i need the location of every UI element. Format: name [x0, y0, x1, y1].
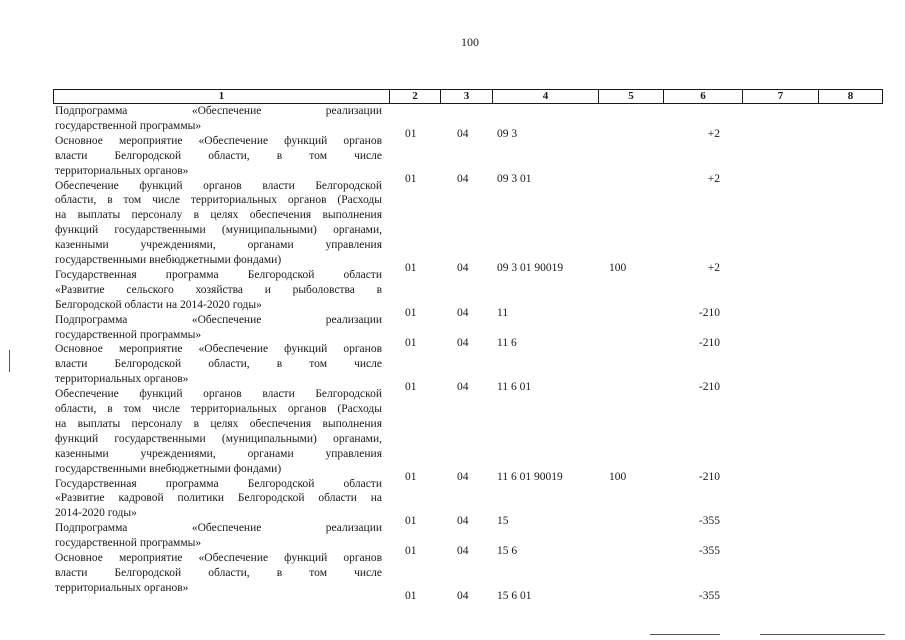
- cell-c4: 15 6: [497, 545, 518, 558]
- table-header: [53, 89, 883, 104]
- cell-c6: -355: [698, 589, 720, 602]
- header-col-7: 7: [743, 90, 819, 103]
- row-description: [55, 134, 382, 179]
- cell-c3: 04: [457, 127, 469, 140]
- cell-c3: 04: [457, 515, 469, 528]
- header-col-8: 8: [847, 90, 854, 102]
- row-description: [55, 179, 382, 268]
- cell-c4: 11 6 01 90019: [497, 470, 563, 483]
- cell-c2: 01: [405, 589, 417, 602]
- cell-c3: 04: [457, 336, 469, 349]
- header-col-6: 6: [664, 90, 743, 103]
- cell-c6: +2: [707, 127, 720, 140]
- description-line: функций государственными (муниципальными) органами,: [55, 432, 382, 445]
- cell-c3: 04: [457, 172, 469, 185]
- row-description: [55, 104, 382, 134]
- cell-c4: 09 3: [497, 127, 518, 140]
- row-description: [55, 477, 382, 522]
- cell-c2: 01: [405, 470, 417, 483]
- row-description: [55, 387, 382, 476]
- description-line: на выплаты персоналу в целях обеспечения выполнения: [55, 209, 382, 222]
- cell-c4: 11 6 01: [497, 381, 532, 394]
- row-description: [55, 521, 382, 551]
- header-col-4: 4: [493, 90, 599, 103]
- header-col-2: 2: [390, 90, 441, 103]
- cell-c3: 04: [457, 381, 469, 394]
- description-line: Подпрограмма «Обеспечение реализации: [55, 522, 382, 535]
- cell-c3: 04: [457, 545, 469, 558]
- header-col-3: 3: [441, 90, 493, 103]
- cell-c2: 01: [405, 336, 417, 349]
- description-line: Обеспечение функций органов власти Белгородской: [55, 388, 382, 401]
- cell-c4: 15 6 01: [497, 589, 532, 602]
- cell-c2: 01: [405, 127, 417, 140]
- scan-artifact: [9, 350, 10, 372]
- description-line: Государственная программа Белгородской области: [55, 477, 382, 490]
- description-line: Основное мероприятие «Обеспечение функций органов: [55, 343, 382, 356]
- cell-c6: -355: [698, 545, 720, 558]
- cell-c4: 09 3 01: [497, 172, 532, 185]
- row-description: [55, 313, 382, 343]
- cell-c4: 09 3 01 90019: [497, 262, 564, 274]
- description-line: казенными учреждениями, органами управления: [55, 447, 382, 460]
- description-line: территориальных органов»: [55, 373, 189, 386]
- description-line: территориальных органов»: [55, 581, 189, 594]
- cell-c2: 01: [405, 381, 417, 394]
- cell-c6: +2: [707, 172, 720, 185]
- description-line: казенными учреждениями, органами управления: [55, 239, 382, 252]
- cell-c4: 15: [497, 515, 509, 528]
- scan-artifact: [650, 634, 720, 635]
- description-line: государственной программы»: [55, 328, 202, 341]
- description-line: Белгородской области на 2014-2020 годы»: [55, 298, 262, 311]
- description-line: государственными внебюджетными фондами): [55, 462, 282, 475]
- cell-c2: 01: [405, 262, 417, 274]
- cell-c3: 04: [457, 470, 469, 483]
- description-line: области, в том числе территориальных органов (Расходы: [55, 194, 382, 207]
- description-line: «Развитие кадровой политики Белгородской области на: [55, 492, 382, 505]
- description-line: Основное мероприятие «Обеспечение функций органов: [55, 134, 382, 147]
- cell-c2: 01: [405, 172, 417, 185]
- description-line: Подпрограмма «Обеспечение реализации: [55, 105, 382, 117]
- description-line: Государственная программа Белгородской области: [55, 268, 382, 281]
- description-line: власти Белгородской области, в том числе: [55, 149, 382, 162]
- header-col-5: 5: [599, 90, 664, 103]
- description-line: Подпрограмма «Обеспечение реализации: [55, 313, 382, 326]
- cell-c6: -210: [698, 306, 720, 319]
- description-line: власти Белгородской области, в том числе: [55, 358, 382, 371]
- page-number: 100: [461, 35, 479, 49]
- cell-c3: 04: [457, 262, 469, 274]
- cell-c3: 04: [457, 306, 469, 319]
- description-line: области, в том числе территориальных органов (Расходы: [55, 403, 382, 415]
- cell-c2: 01: [405, 545, 417, 558]
- description-line: власти Белгородской области, в том числе: [55, 566, 382, 579]
- cell-c6: -210: [698, 336, 720, 349]
- row-description: [55, 342, 382, 387]
- cell-c3: 04: [457, 589, 469, 602]
- cell-c6: -355: [698, 515, 720, 528]
- description-line: 2014-2020 годы»: [55, 507, 137, 520]
- description-line: Основное мероприятие «Обеспечение функций органов: [55, 552, 382, 564]
- cell-c4: 11: [497, 306, 509, 319]
- cell-c6: +2: [707, 262, 720, 274]
- description-line: государственной программы»: [55, 119, 202, 132]
- description-line: государственными внебюджетными фондами): [55, 254, 282, 267]
- description-line: Обеспечение функций органов власти Белгородской: [55, 179, 382, 192]
- scan-artifact: [760, 634, 885, 635]
- cell-c5: 100: [609, 470, 627, 483]
- description-line: на выплаты персоналу в целях обеспечения выполнения: [55, 417, 382, 430]
- cell-c2: 01: [405, 306, 417, 319]
- cell-c6: -210: [698, 381, 720, 394]
- description-line: государственной программы»: [55, 537, 202, 550]
- cell-c6: -210: [698, 470, 720, 483]
- description-line: «Развитие сельского хозяйства и рыболовства в: [55, 283, 382, 296]
- description-line: территориальных органов»: [55, 164, 189, 177]
- cell-c2: 01: [405, 515, 417, 528]
- cell-c5: 100: [609, 262, 627, 274]
- row-description: [55, 268, 382, 313]
- header-col-1: 1: [54, 90, 390, 103]
- description-line: функций государственными (муниципальными) органами,: [55, 224, 382, 237]
- row-description: [55, 551, 382, 596]
- cell-c4: 11 6: [497, 336, 517, 349]
